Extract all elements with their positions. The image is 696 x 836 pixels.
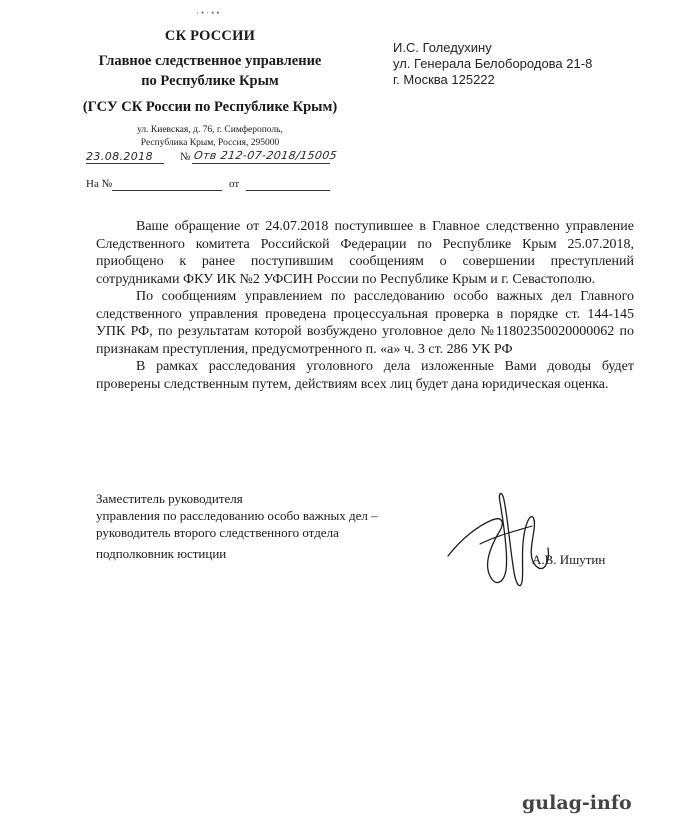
recipient-street: ул. Генерала Белобородова 21-8 bbox=[393, 56, 593, 71]
letterhead-address-line2: Республика Крым, Россия, 295000 bbox=[140, 138, 280, 148]
signer-title bbox=[96, 490, 378, 541]
letterhead-address bbox=[70, 124, 350, 150]
recipient-city: г. Москва 125222 bbox=[393, 72, 495, 87]
scan-speck: ·•·•• bbox=[196, 8, 222, 18]
recipient-name: И.С. Голедухину bbox=[393, 40, 492, 55]
handwritten-signature bbox=[440, 486, 570, 596]
registration-date: 23.08.2018 bbox=[86, 150, 153, 163]
reply-date-line bbox=[246, 190, 330, 191]
reply-from: от bbox=[229, 178, 240, 190]
signer-name: А.В. Ишутин bbox=[532, 552, 606, 567]
letterhead-address-line1: ул. Киевская, д. 76, г. Симферополь, bbox=[137, 125, 283, 135]
signer-title-line2: управления по расследованию особо важных дел – bbox=[96, 508, 378, 523]
letterhead-dept-line2: по Республике Крым bbox=[141, 73, 279, 89]
letterhead bbox=[70, 28, 350, 150]
date-underline bbox=[86, 163, 164, 164]
signer-rank: подполковник юстиции bbox=[96, 546, 227, 561]
number-underline bbox=[192, 163, 330, 164]
signer-title-line3: руководитель второго следственного отдела bbox=[96, 525, 339, 540]
letter-body bbox=[96, 218, 634, 393]
watermark: gulag-info bbox=[522, 792, 632, 814]
body-paragraph-2: По сообщениям управлением по расследованию особо важных дел Главного следственного управления проведена процессуальная проверка в порядке ст. 144-145 УПК РФ, по результатам которой возбуждено уголовное дело №11802350020000062 по признакам преступления, предусмотренного п. «а» ч. 3 ст. 286 УК РФ bbox=[96, 289, 634, 357]
recipient-block bbox=[393, 40, 592, 88]
signer-title-line1: Заместитель руководителя bbox=[96, 491, 243, 506]
letterhead-org: СК РОССИИ bbox=[164, 28, 256, 44]
body-paragraph-3: В рамках расследования уголовного дела изложенные Вами доводы будет проверены следственным путем, действиям всех лиц будет дана юридическая оценка. bbox=[96, 359, 634, 392]
letterhead-department bbox=[70, 51, 350, 91]
letterhead-abbreviation: (ГСУ СК России по Республике Крым) bbox=[82, 99, 338, 115]
number-prefix: № bbox=[180, 151, 191, 163]
letterhead-dept-line1: Главное следственное управление bbox=[98, 53, 322, 69]
registration-number: Отв 212-07-2018/15005 bbox=[193, 149, 338, 162]
reply-number-line bbox=[112, 190, 222, 191]
body-paragraph-1: Ваше обращение от 24.07.2018 поступившее в Главное следственно управление Следственного комитета Российской Федерации по Республике Крым 25.07.2018, приобщено к ранее поступившим сообщениям о совершении преступлений сотрудниками ФКУ ИК №2 УФСИН России по Республике Крым и г. Севастополю. bbox=[96, 219, 634, 287]
reply-prefix: На № bbox=[86, 178, 113, 190]
